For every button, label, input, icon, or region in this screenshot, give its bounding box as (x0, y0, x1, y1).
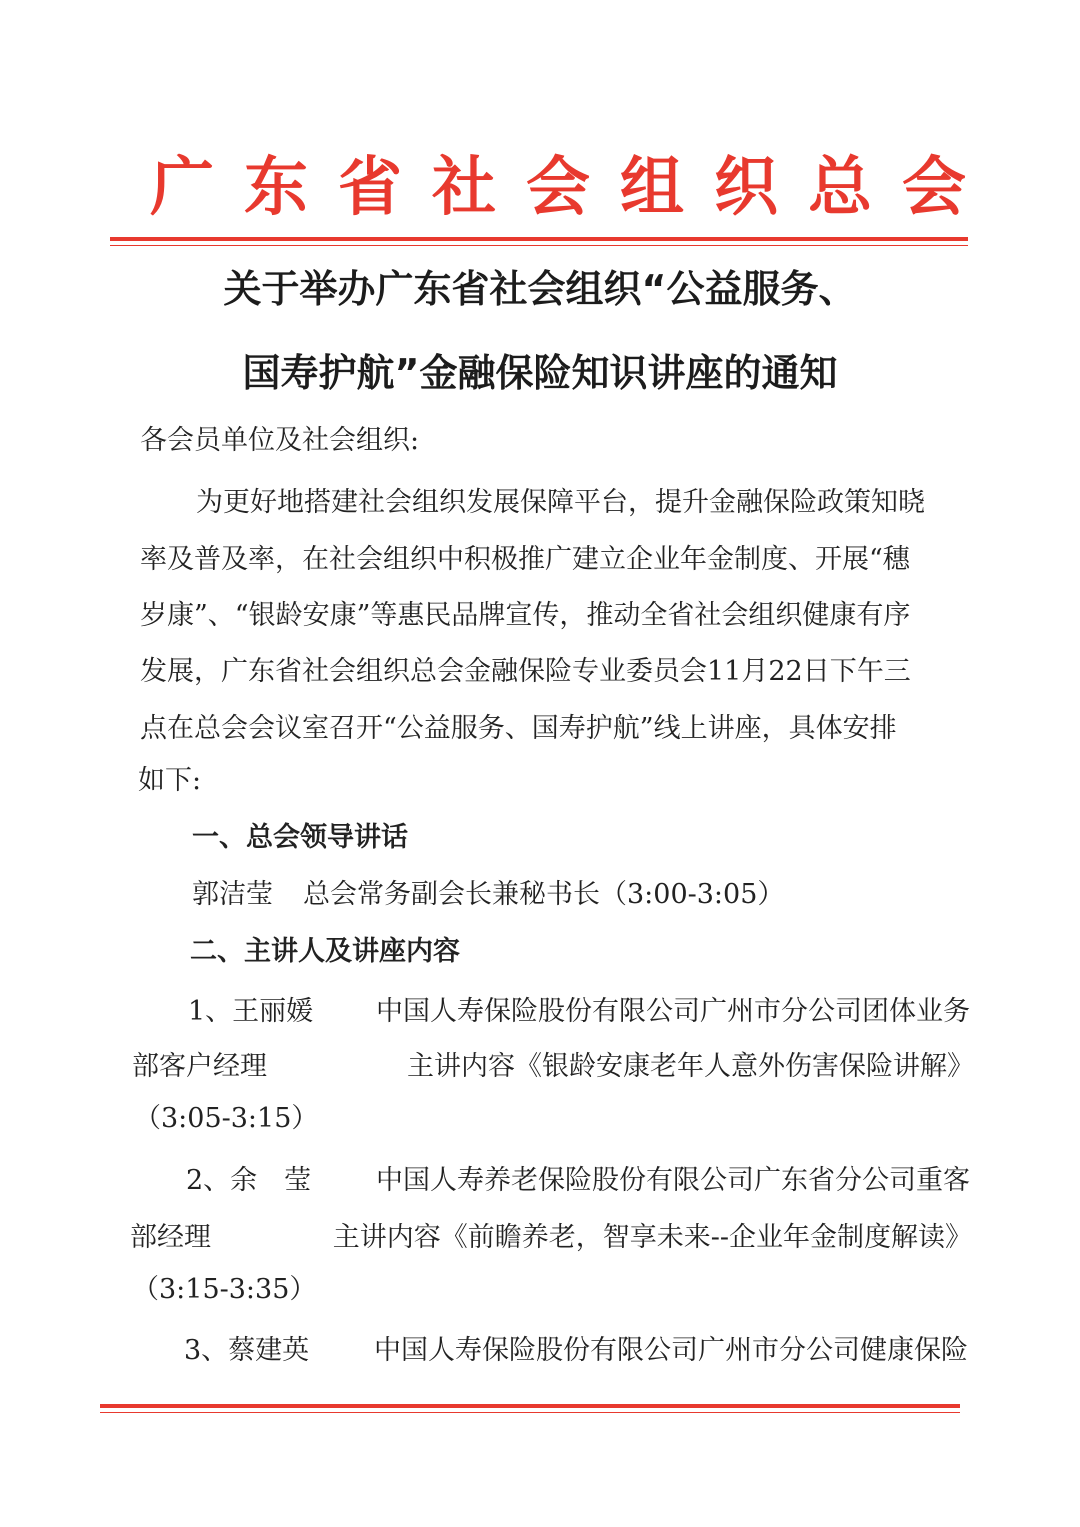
document-title-line-2: 国寿护航”金融保险知识讲座的通知 (242, 351, 838, 395)
header-rule-thin (110, 245, 968, 246)
org-header: 广东省社会组织总会 (150, 151, 996, 225)
section-1-heading: 一、总会领导讲话 (192, 822, 408, 853)
item-2-line-2: 部经理 主讲内容《前瞻养老，智享未来--企业年金制度解读》 (130, 1222, 972, 1253)
intro-line-3: 岁康”、“银龄安康”等惠民品牌宣传，推动全省社会组织健康有序 (140, 600, 911, 631)
intro-line-2: 率及普及率，在社会组织中积极推广建立企业年金制度、开展“穗 (140, 544, 910, 575)
document-title-line-1: 关于举办广东省社会组织“公益服务、 (223, 267, 857, 311)
intro-line-1: 为更好地搭建社会组织发展保障平台，提升金融保险政策知晓 (196, 487, 925, 518)
intro-line-4: 发展，广东省社会组织总会金融保险专业委员会11月22日下午三 (140, 656, 911, 687)
item-2-time: （3:15-3:35） (132, 1274, 317, 1305)
intro-line-5: 点在总会会议室召开“公益服务、国寿护航”线上讲座，具体安排 (140, 713, 897, 744)
item-1-line-2: 部客户经理 主讲内容《银龄安康老年人意外伤害保险讲解》 (132, 1051, 974, 1082)
speaker-role: 总会常务副会长兼秘书长（3:00-3:05） (303, 879, 785, 910)
speaker-name: 郭洁莹 (192, 879, 273, 910)
item-3-line-1: 3、蔡建英 中国人寿保险股份有限公司广州市分公司健康保险 (184, 1335, 968, 1366)
intro-line-6: 如下: (138, 765, 202, 796)
item-1-time: （3:05-3:15） (134, 1103, 319, 1134)
footer-rule-thin (100, 1412, 960, 1413)
section-1-speaker (192, 878, 784, 912)
section-2-heading: 二、主讲人及讲座内容 (190, 936, 460, 967)
greeting: 各会员单位及社会组织: (140, 425, 420, 456)
header-rule-thick (110, 237, 968, 241)
footer-rule-thick (100, 1404, 960, 1408)
item-2-line-1: 2、余 莹 中国人寿养老保险股份有限公司广东省分公司重客 (186, 1165, 970, 1196)
item-1-line-1: 1、王丽媛 中国人寿保险股份有限公司广州市分公司团体业务 (188, 996, 970, 1027)
